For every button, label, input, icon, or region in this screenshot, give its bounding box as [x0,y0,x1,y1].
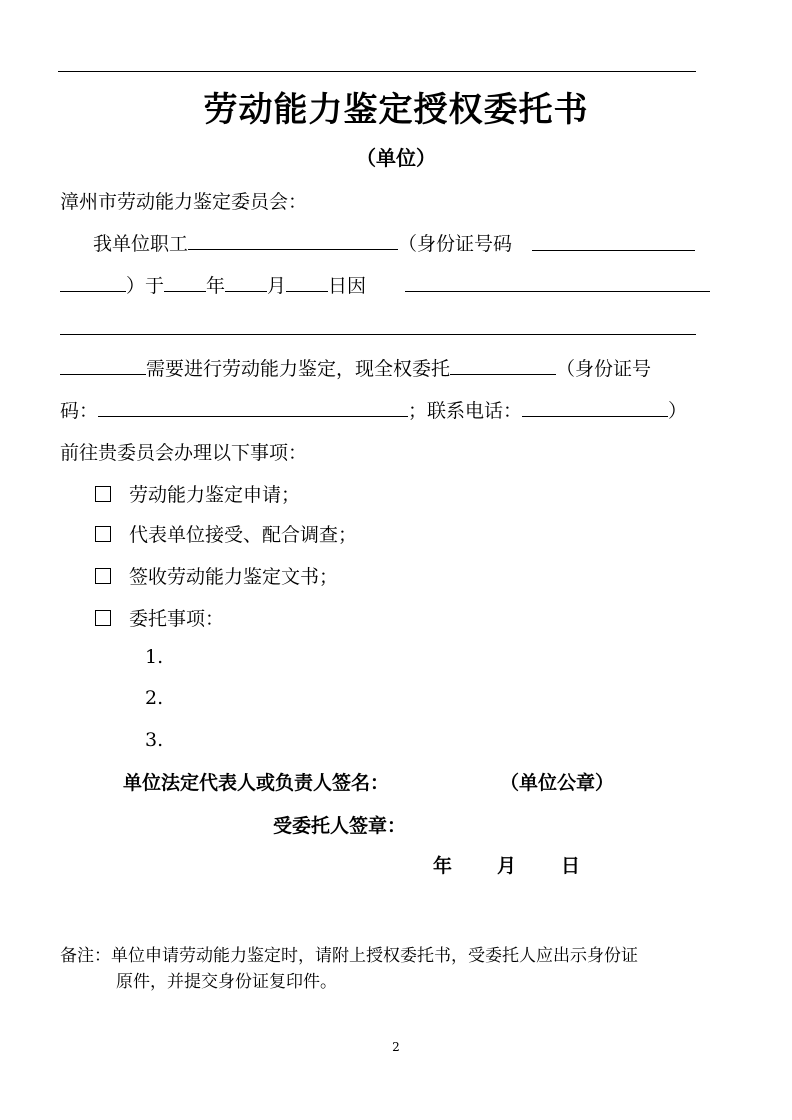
employee-id-field-cont[interactable] [60,273,126,292]
document-title: 劳动能力鉴定授权委托书 [203,90,589,130]
option-entrusted-matters: 委托事项： [95,604,224,631]
matter-item-3: 3. [145,729,164,751]
reason-field[interactable] [405,291,710,292]
checkbox-apply[interactable] [95,486,111,502]
addressee: 漳州市劳动能力鉴定委员会： [60,191,308,213]
note-line-1: 备注：单位申请劳动能力鉴定时，请附上授权委托书，受委托人应出示身份证 [60,946,638,966]
sign-month-label: 月 [497,855,517,877]
document-subtitle: （单位） [356,146,436,170]
legal-rep-signature-label: 单位法定代表人或负责人签名： [123,772,390,794]
header-rule [58,71,696,72]
para-line-6: 前往贵委员会办理以下事项： [60,442,308,464]
para-line-2: ）于 年 月 日因 [60,271,366,298]
note-line-2: 原件，并提交身份证复印件。 [116,972,337,992]
reason-field-cont[interactable] [60,334,696,335]
reason-field-end[interactable] [60,356,146,375]
agent-id-field[interactable] [98,398,408,417]
sign-day-label: 日 [561,855,581,877]
matter-item-1: 1. [145,646,164,668]
checkbox-investigation[interactable] [95,526,111,542]
employee-name-field[interactable] [188,231,398,250]
year-field[interactable] [164,273,206,292]
option-apply: 劳动能力鉴定申请； [95,480,300,507]
employee-label: 我单位职工 [93,233,189,255]
unit-seal-label: （单位公章） [500,772,615,794]
sign-year-label: 年 [433,855,453,877]
para-line-1 [93,229,512,256]
option-sign-documents: 签收劳动能力鉴定文书； [95,562,338,589]
para-line-5: 码： ；联系电话： ） [60,400,688,422]
page-number: 2 [392,1040,400,1054]
month-field[interactable] [225,273,267,292]
matter-item-2: 2. [145,687,164,709]
employee-id-field[interactable] [532,250,695,251]
option-investigation: 代表单位接受、配合调查； [95,520,357,547]
id-number-label: （身份证号码 [398,233,513,255]
agent-signature-label: 受委托人签章： [273,815,407,837]
phone-field[interactable] [522,398,668,417]
checkbox-sign-documents[interactable] [95,568,111,584]
day-field[interactable] [286,273,328,292]
para-line-4: 需要进行劳动能力鉴定，现全权委托 （身份证号 [60,354,651,381]
agent-name-field[interactable] [450,356,556,375]
checkbox-entrusted-matters[interactable] [95,610,111,626]
